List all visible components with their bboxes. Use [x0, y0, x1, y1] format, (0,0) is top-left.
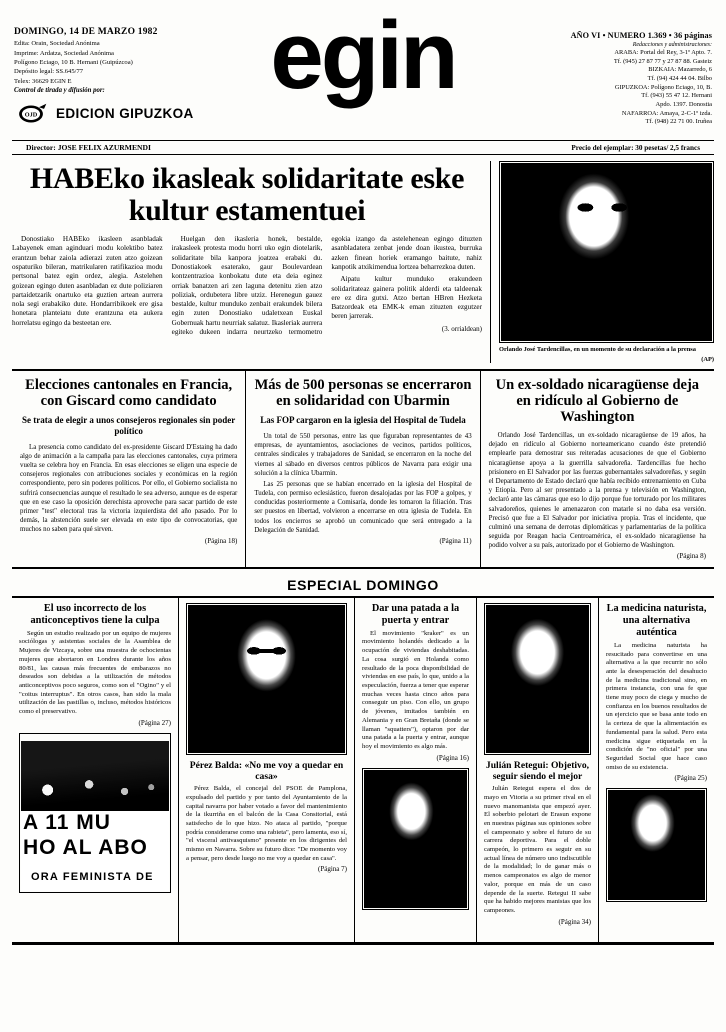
masthead-right-block	[522, 26, 712, 127]
story-nicaraguan-soldier[interactable]	[480, 371, 714, 566]
story-paragraph: Las 25 personas que se habían encerrado en la iglesia del Hospital de Tudela, con permiso eclesiástico, fueron desalojadas por las FOP a golpes, y conducidas posteriormente a Comisaría, donde les tomaron la filiación. Tras ser puestos en libertad, volvieron a encerrarse en otra iglesia de Tudela. En todos los encierros se aprobó un comunicado que será entregado a la Delegación de Sanidad.	[254, 480, 472, 534]
imprint-line-0: Edita: Orain, Sociedad Anónima	[14, 40, 100, 48]
secondary-stories	[12, 369, 714, 568]
story-paragraph: Un total de 550 personas, entre las que figuraban representantes de 43 empresas, de ayuntamientos, asociaciones de vecinos, partidos políticos, centrales sindicales y trabajadores de Sanidad, se encerraron en la noche del viernes al sábado en diversos centros públicos de Navarra para exigir una solución a la clínica Ubarmin.	[254, 433, 472, 477]
imprint-line-4: Telex: 36629 EGIN E	[14, 77, 72, 85]
imprint-line-2: Polígono Eciago, 10 B. Hernani (Guipúzcoa)	[14, 58, 133, 66]
crowd-silhouette	[21, 741, 169, 812]
lead-headline[interactable]: HABEko ikasleak solidaritate eske kultur estamentuei	[29, 162, 465, 228]
perez-balda-photo-frame	[186, 603, 347, 755]
perez-balda-portrait	[188, 605, 345, 753]
lead-story-section	[0, 161, 726, 363]
issue-info: AÑO VI • NUMERO 1.369 • 36 páginas	[570, 31, 712, 40]
publication-date: DOMINGO, 14 DE MARZO 1982	[14, 27, 158, 37]
svg-text:OJD: OJD	[24, 111, 38, 119]
retegui-photo-frame	[484, 603, 591, 755]
issue-price: Precio del ejemplar: 30 pesetas/ 2,5 francs	[571, 143, 700, 152]
story-kraker[interactable]	[354, 598, 476, 942]
story-headline[interactable]: Más de 500 personas se encerraron en solidaridad con Ubarmin	[254, 377, 472, 410]
julian-retegui-portrait	[486, 605, 589, 753]
naturist-medicine-photo	[608, 790, 705, 900]
story-ubarmin[interactable]	[245, 371, 479, 566]
office-line-1: Tf. (945) 27 87 77 y 27 87 88. Gasteiz	[613, 57, 712, 65]
story-body	[20, 443, 237, 546]
lead-photo-credit: (AP)	[701, 356, 714, 364]
office-line-0: ARABA: Portal del Rey, 3-1º Apto. 7.	[614, 49, 712, 57]
office-line-4: GIPUZKOA: Polígono Eciago, 10, B.	[614, 83, 712, 91]
story-page-ref[interactable]: (Página 16)	[436, 753, 469, 762]
office-line-2: BIZKAIA: Mazarredo, 6	[648, 66, 712, 74]
masthead-left-block	[14, 26, 229, 126]
imprint-line-1: Imprime: Ardatza, Sociedad Anónima	[14, 49, 114, 57]
story-body	[362, 630, 469, 763]
story-body	[606, 642, 707, 784]
lead-page-ref[interactable]: (3. orrialdean)	[441, 324, 482, 333]
story-page-ref[interactable]: (Página 7)	[318, 865, 347, 874]
story-page-ref[interactable]: (Página 11)	[439, 536, 472, 545]
story-page-ref[interactable]: (Página 27)	[138, 718, 171, 727]
story-paragraph: Según un estudio realizado por un equipo de mujeres sociólogas y asistentas sociales de la Asamblea de Mujeres de Vizcaya, sobre una muestra de ochocientas mujeres que abortaron en Londres durante los años 80/81, las causas más frecuentes de embarazos no deseados son debidas a la utilización de métodos anticonceptivos poco seguros, como son el "Ogino" y el "coitus interruptus". En otros casos, han sido la mala utilización de las pastillas o, incluso, métodos históricos como el preservativo.	[19, 629, 171, 716]
story-headline[interactable]: La medicina naturista, una alternativa auténtica	[606, 602, 707, 638]
banner-line-3: ORA FEMINISTA DE	[31, 870, 154, 883]
story-body	[19, 630, 171, 728]
story-perez-balda[interactable]	[178, 598, 354, 942]
story-page-ref[interactable]: (Página 18)	[204, 536, 238, 545]
story-body	[484, 785, 591, 927]
story-paragraph: El movimiento "kraker" es un movimiento holandés dedicado a la ocupación de viviendas deshabitadas. La cosa surgió en Holanda como resultado de la poca disponibilidad de viviendas en ese país, lo que, unido a la especulación, fuerza a tener que esperar muchas veces hasta cinco años para conseguir un piso. Con ello, un grupo de jóvenes, imitados también en Alemania y en Gran Bretaña (donde se llaman "squatters"), optaron por dar una patada a la puerta y entrar, aunque hoy el movimiento es algo más.	[362, 629, 469, 750]
lead-photo-caption: Orlando José Tardencillas, en un momento de su declaración a la prensa	[499, 346, 696, 353]
story-body	[489, 431, 706, 562]
edition-row	[14, 102, 229, 126]
masthead-logo	[233, 2, 493, 109]
story-paragraph: Julián Retegui espera el dos de mayo en Vitoria a su primer rival en el nuevo manomanista que empezó ayer. El soberbio pelotari de Erasun expone en nuestras páginas sus opiniones sobre el campeonato y sobre el futuro de su carrera deportiva. Para el doble campeón, lo primero es seguir en su actual línea de número uno indiscutible de la modalidad; lo de ganar más o menos campeonatos es algo de menor valor, porque en más de un caso depende de la suerte. Retegui II sabe que ha habido mejores manistas que los campeones.	[484, 785, 591, 914]
story-page-ref[interactable]: (Página 25)	[674, 774, 707, 783]
story-body	[254, 432, 471, 546]
story-paragraph: La presencia como candidato del ex-presidente Giscard D'Estaing ha dado algo de animación a la campaña para las elecciones cantonales, cuya primera vuelta se celebra hoy en Francia. En esas elecciones se eligen una especie de consejeros regionales con atribuciones sociales y económicas en la región correspondiente, pero sin poderes políticos. Por ello, el Gobierno socialista no sufrirá consecuencias aunque el resultado le sea adverso, aunque es de esperar que en ese caso la oposición derechista aproveche para sacar partido de este primer "test" electoral tras la victoria izquierdista del año pasado. Por lo demás, la abstención suele ser elevada en este tipo de convocatorias, que muchos no saben para qué sirven.	[20, 443, 238, 534]
imprint-line-3: Depósito legal: SS.645/77	[14, 68, 84, 76]
story-paragraph: La medicina naturista ha resucitado para convertirse en una alternativa a la que recurrir no sólo ante la desesperación del desahucio de la medicina tradicional sino, en primera instancia, con una fe que tiene muy poco de ciega y mucho de confianza en los buenos resultados de un ejercicio que se basa ante todo en la certeza de que la alimentación es fundamental para la salud. Pero esta medicina sigue etiquetada en la condición de "no oficial" por una Seguridad Social que hace caso omiso de su existencia.	[606, 641, 707, 771]
director-name: Director: JOSE FELIX AZURMENDI	[26, 143, 151, 152]
story-paragraph: Orlando José Tardencillas, un ex-soldado nicaragüense de 19 años, ha dejado en ridículo al Gobierno norteamericano cuando éste pretendió emplearle para demostrar sus reiteradas acusaciones de que el Gobierno nicaragüense apoya a la guerrilla salvadoreña. Tardencillas fue hecho prisionero en El Salvador por las fuerzas gubernantales salvadoreñas, y según el Departamento de Estado declaró que había recibido entrenamiento en Cuba y Etiopía. Pero al ser presentado a la prensa y televisión en Washington, declaró ante las cámaras que eso lo dijo porque fue torturado por los militares salvadoreños, quienes le amenazaron con matarle si no daba esa versión. Precisó que fue a El Salvador por iniciativa propia. Tras el incidente, que culminó una semana de derrotas diplomáticas y parlamentarias de la política seguida por Reagan hacia Centroamérica, el ex-soldado nicaragüense ha podido volver a su país, autorizado por el Gobierno de Washington.	[488, 432, 706, 550]
feminist-photo-frame	[19, 733, 171, 893]
lead-paragraph: Aipatu kultur munduko erakundeen solidaritateaz gainera politik alderdi eta taldeenak ere ez dira gutxi. Atzo bertan HBren Hezketa Batzordeak eta EMK-k eman zituzten ezgutzer beren jarrerak.	[331, 275, 482, 321]
story-anticonceptivos[interactable]	[12, 598, 178, 942]
offices-subtitle: Redacciones y administraciones:	[632, 42, 712, 49]
especial-domingo-section	[12, 598, 714, 945]
story-headline[interactable]: Pérez Balda: «No me voy a quedar en casa»	[189, 759, 344, 782]
story-paragraph: Pérez Balda, el concejal del PSOE de Pamplona, expulsado del partido y por tanto del Ayuntamiento de la capital navarra por haber votado a favor del mantenimiento de la ikurriña en el balcón de la Casa Consitorial, está satisfecho de lo que hizo. No ataca al partido, "porque podría considerarse como una rabieta", pero lamenta, eso sí, "el visceral antivasquismo" presente en los dirigentes del mismo en Navarra. Sobre su futuro dice: "De momento voy a pensar, pero desde luego no me voy a quedar en casa".	[186, 785, 347, 862]
story-julian-retegui[interactable]	[476, 598, 598, 942]
story-page-ref[interactable]: (Página 34)	[558, 917, 591, 926]
story-subhead: Las FOP cargaron en la iglesia del Hospital de Tudela	[260, 415, 466, 426]
office-line-7: NAFARROA: Amaya, 2-C-1º izda.	[621, 109, 712, 117]
director-bar	[12, 140, 714, 155]
masthead	[0, 0, 726, 140]
story-subhead: Se trata de elegir a unos consejeros regionales sin poder político	[22, 415, 236, 436]
lead-paragraph: Donostiako HABEko ikasleen asanbladak Labayenek eman aginduari modu kolektibo batez erantzun behar zaiola adierazi zuten atzo goizean ospaturiko bileran, matrikularen ratifikazioa modu pertsonal batez egin ordez, alegia. Astelehen goizean egingo duten asanbladan ez dute poliziaren partaidetzarik onartuko eta guztien artean aurrera nola segi erabakiko dute. Hondarribikoek ere gisa honetara planteiatu dute erantzuna eta aukera horrelatsu egingo da besteetan ere.	[12, 235, 163, 327]
office-line-6: Apdo. 1397. Donostia	[655, 101, 712, 108]
lead-paragraph: Huelgan den ikasleria honek, bestalde, irakasleek protesta modu horri uko egin diotelarik, solidaritate bila kanpora joatzea erabaki du. Donostiakoek esaterako, gaur Boulevardean kontzentrazioa konbokatu dute eta deia eginez orriak banatzen ari zen laguna detenitu zien atzo poliziak, ordubetera libre utziz. Herenegun gauez bestalde, kultur munduko zenbait erakundek bilera egin zuten Donostiako udaletxean Euskal Gobernuak hartu neurriak salatuz. Ikasleriak aurrera egiteko dukeen indarra neurtzeko termometro egokia izango da astelehenean egingo dituzten asanbladatera zenbat jende doan ikustea, burruka azken finean horiek eramango baitute, nahiz kanpotik atxikimendua lortzea beharrezkoa duten.	[171, 235, 482, 336]
ojd-logo-icon	[14, 102, 48, 126]
lead-photo-block	[490, 161, 714, 363]
lead-photo-frame	[499, 161, 714, 343]
story-body	[186, 785, 347, 874]
office-line-3: Tf. (94) 424 44 04. Bilbo	[647, 75, 712, 83]
story-headline[interactable]: Elecciones cantonales en Francia, con Giscard como candidato	[25, 377, 233, 410]
edition-label: EDICION GIPUZKOA	[56, 106, 194, 121]
circulation-control-label: Control de tirada y difusión por:	[14, 86, 105, 94]
naturist-photo-frame	[606, 788, 707, 902]
egin-wordmark: egin	[270, 2, 456, 109]
kraker-squat-photo	[364, 770, 467, 908]
story-headline[interactable]: Un ex-soldado nicaragüense deja en ridículo al Gobierno de Washington	[495, 377, 700, 426]
story-france-elections[interactable]	[12, 371, 245, 566]
story-page-ref[interactable]: (Página 8)	[677, 552, 706, 561]
lead-story[interactable]	[12, 161, 490, 363]
story-headline[interactable]: Dar una patada a la puerta y entrar	[371, 602, 460, 626]
kraker-photo-frame	[362, 768, 469, 910]
story-headline[interactable]: Julián Retegui: Objetivo, seguir siendo el mejor	[485, 759, 590, 782]
story-headline[interactable]: El uso incorrecto de los anticonceptivos tiene la culpa	[30, 602, 160, 626]
lead-body	[12, 235, 482, 337]
banner-line-2: HO AL ABO	[23, 836, 148, 860]
office-line-8: Tf. (948) 22 71 00. Iruñea	[645, 118, 712, 126]
protest-banner-text	[21, 811, 169, 861]
banner-line-1: A 11 MU	[23, 811, 111, 835]
press-photo-tardencillas	[501, 163, 712, 341]
office-line-5: Tf. (943) 55 47 12. Hernani	[641, 92, 712, 100]
especial-domingo-banner: ESPECIAL DOMINGO	[12, 576, 714, 598]
feminist-demonstration-photo	[21, 741, 169, 891]
story-medicina-naturista[interactable]	[598, 598, 714, 942]
